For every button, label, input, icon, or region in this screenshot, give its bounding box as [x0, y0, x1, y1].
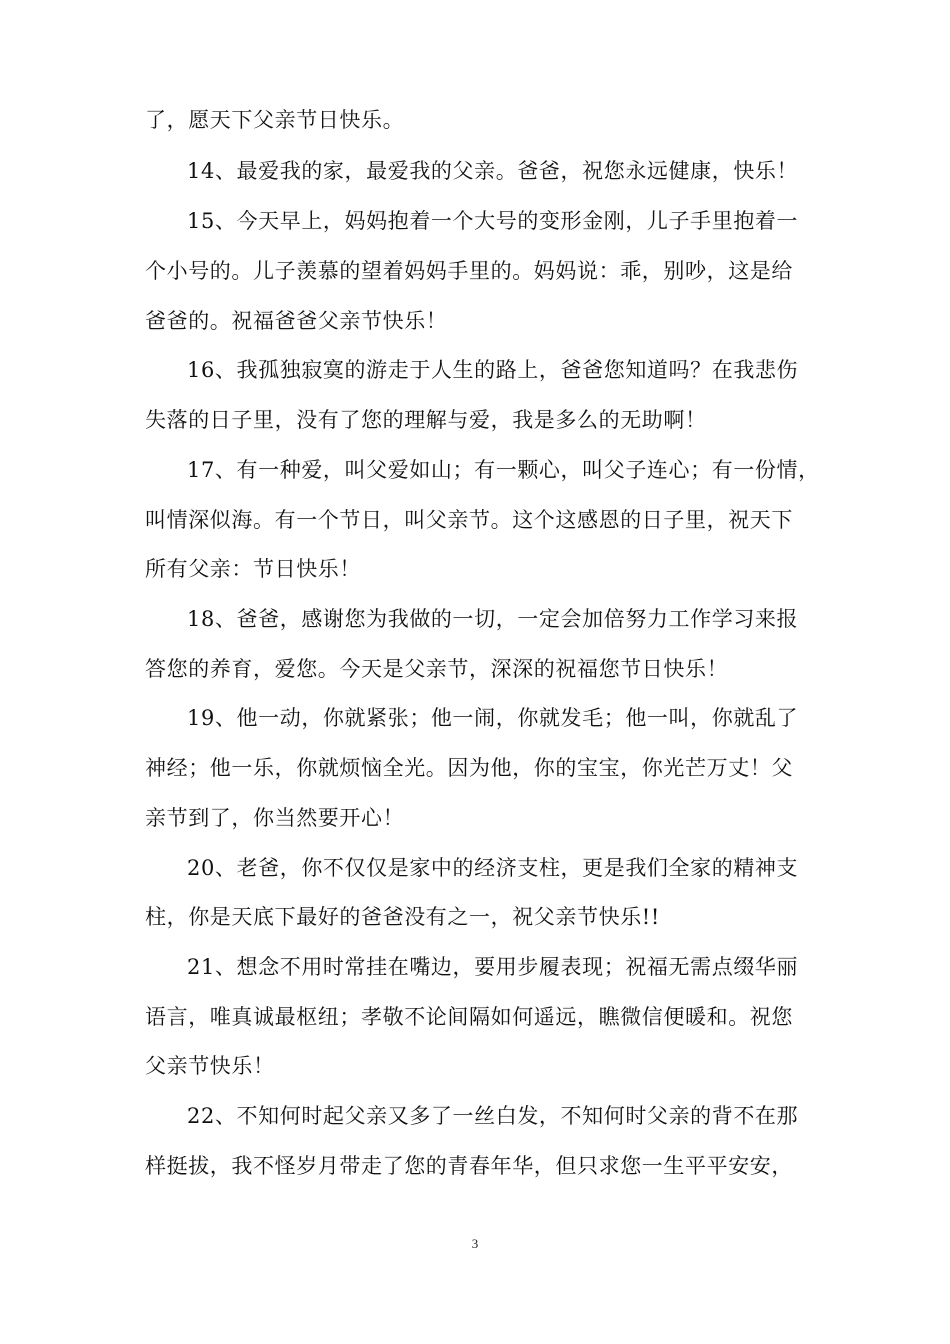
text-line: 15、今天早上，妈妈抱着一个大号的变形金刚，儿子手里抱着一 [187, 209, 799, 233]
text-line: 18、爸爸，感谢您为我做的一切，一定会加倍努力工作学习来报 [187, 607, 799, 631]
text-line: 叫情深似海。有一个节日，叫父亲节。这个这感恩的日子里，祝天下 [145, 508, 793, 532]
text-line: 答您的养育，爱您。今天是父亲节，深深的祝福您节日快乐！ [145, 657, 729, 681]
page-number: 3 [471, 1236, 479, 1251]
text-line: 个小号的。儿子羡慕的望着妈妈手里的。妈妈说：乖，别吵，这是给 [145, 259, 793, 283]
text-line: 父亲节快乐！ [145, 1054, 275, 1078]
text-line: 亲节到了，你当然要开心！ [145, 806, 405, 830]
text-line: 22、不知何时起父亲又多了一丝白发，不知何时父亲的背不在那 [187, 1104, 799, 1128]
text-line: 失落的日子里，没有了您的理解与爱，我是多么的无助啊！ [145, 408, 707, 432]
text-line: 爸爸的。祝福爸爸父亲节快乐！ [145, 309, 448, 333]
text-line: 了，愿天下父亲节日快乐。 [145, 108, 405, 132]
text-line: 语言，唯真诚最枢纽；孝敬不论间隔如何遥远，瞧微信便暖和。祝您 [145, 1005, 793, 1029]
text-line: 17、有一种爱，叫父爱如山；有一颗心，叫父子连心；有一份情， [187, 458, 820, 482]
text-line: 20、老爸，你不仅仅是家中的经济支柱，更是我们全家的精神支 [187, 856, 799, 880]
text-line: 神经；他一乐，你就烦恼全光。因为他，你的宝宝，你光芒万丈！父 [145, 756, 793, 780]
text-line: 所有父亲：节日快乐！ [145, 557, 361, 581]
text-line: 14、最爱我的家，最爱我的父亲。爸爸，祝您永远健康，快乐！ [187, 159, 799, 183]
text-line: 21、想念不用时常挂在嘴边，要用步履表现；祝福无需点缀华丽 [187, 955, 799, 979]
text-line: 样挺拔，我不怪岁月带走了您的青春年华，但只求您一生平平安安， [145, 1154, 793, 1178]
text-line: 柱，你是天底下最好的爸爸没有之一，祝父亲节快乐!! [145, 905, 660, 929]
text-line: 19、他一动，你就紧张；他一闹，你就发毛；他一叫，你就乱了 [187, 706, 799, 730]
text-line: 16、我孤独寂寞的游走于人生的路上，爸爸您知道吗？在我悲伤 [187, 358, 799, 382]
